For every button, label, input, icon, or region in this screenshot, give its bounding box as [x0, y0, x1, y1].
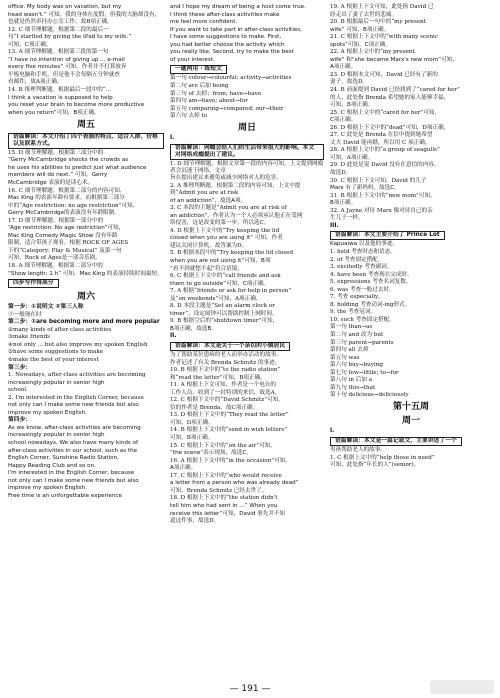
col2-line: 和“read the letter”可知，B项正确。 [170, 374, 266, 381]
col2-line: I have some suggestions to make. First, [170, 34, 282, 41]
col3-line: 4. have been 考查现在完成时。 [330, 271, 413, 278]
col1-line: 周五 [76, 119, 95, 130]
col3-line: 30. C 根据上下文可知，David 的儿子 [330, 177, 427, 184]
col3-line: 可知，A项正确。 [330, 154, 374, 161]
col2-line: them to go outside”可知，C项正确。 [170, 280, 270, 287]
col1-line: improve my spoken English. [8, 409, 87, 416]
col2-line: an addiction”，作者认为一个人必须承认他正在受网 [170, 212, 303, 219]
col1-line: I think a vacation is supposed to help [8, 94, 113, 101]
col3-line: 24. B 前面提到 David 已经找到了“cared for her” [330, 87, 460, 94]
col2-line: timer”，设定闹钟可以帮助控制上网时间。 [170, 310, 278, 317]
col2-line: tell him who had sent in ...” When you [170, 502, 278, 509]
col2-line: 周日 [237, 123, 256, 134]
column-right [330, 4, 492, 470]
col2-line: I think these after-class activities make [170, 11, 280, 18]
col1-line: school. [8, 387, 28, 394]
col1-line: 17. D 细节理解题。根据第一部分中的 [8, 217, 104, 224]
col2-line: I. [170, 135, 175, 142]
col2-line: 第二句 are 后加 being [170, 82, 229, 89]
col2-line: 第一句 colour→colourful; activity→activities [170, 75, 292, 82]
col3-line: 31. B 根据上下文中的“new mom”可知， [330, 192, 436, 199]
col3-line: 9. the 考查冠词。 [330, 309, 377, 316]
col2-line: 第五句 comparing→compared; our→their [170, 105, 284, 112]
col3-line: 23. D 根据本文可知，David 已经有了新的 [330, 71, 438, 78]
col3-line: 2. of 考查固定搭配。 [330, 256, 384, 263]
col1-line: McCambridge 表演的是读心术。 [8, 179, 94, 186]
col1-line: not only can I make some new friends but also [8, 477, 139, 484]
col1-line: 第一步：①说明文 ②第三人称 [8, 304, 84, 311]
col2-line: 语篇解读：本文是关于一个亲切的小镇居民 [170, 342, 290, 351]
col2-line: 6. C 根据上下文中的“call friends and ask [170, 273, 281, 280]
col1-line: every five minutes” 可知，作者并不打算放弃 [8, 64, 127, 71]
col1-line: 看邮件，故A项正确。 [8, 79, 63, 86]
col2-line: 可知，D项正确。 [170, 419, 214, 426]
col1-line: 中的“Age restriction: no age restriction”可知， [8, 202, 139, 209]
col1-line: I'm interested in the English Corner, because [8, 470, 135, 477]
col1-line: 15. D 细节理解题。根据第三部分中的 [8, 149, 104, 156]
col3-line: 第七句 few→little; to→for [330, 369, 399, 376]
col3-line: 第十句 delicious→deliciously [330, 392, 409, 399]
col3-line: III. [330, 222, 339, 229]
col3-line: Marx 有了新妈妈，故选C。 [330, 185, 400, 192]
col2-line: 2. A 推理判断题。根据第二段的内容可知，上文中提到“Admit you are at risk [170, 182, 301, 197]
col1-line: ⑤have some suggestions to make [8, 349, 104, 356]
col1-line: Gerry McCambridge的表演没有年龄限制。 [8, 210, 120, 217]
col1-line: 下的“Category: Play & Musical” 及第一句 [8, 247, 122, 254]
col3-line: 第九句 this→that [330, 384, 376, 391]
col1-line: increasingly popular in senior high [8, 379, 105, 386]
col3-line: wife” 可知，B项正确。 [330, 26, 390, 33]
col2-line: 14. B 根据上下文中的“send in wish letters” [170, 427, 288, 434]
col2-line: 4. D 根据上下文中的“Try keeping the lid [170, 227, 280, 234]
col1-line: 16. C 细节理解题。根据第二部分的内容可知， [8, 187, 126, 194]
col3-line: 21. C 根据上下文中的“with many scenic [330, 34, 438, 41]
col2-line: 可知，Brenda Schmitz 已经去世了。 [170, 487, 268, 494]
col2-line: 13. D 根据上下文中的“They read the letter” [170, 412, 289, 419]
col2-line: II. [170, 333, 177, 340]
col1-line: head wasn't.” 可知，我的身体在度假，但我的大脑却没有， [8, 11, 161, 18]
col1-line: ③一般现在时 [8, 311, 42, 318]
col2-line: “the scene”表示现场，故选C。 [170, 450, 252, 457]
col1-line: 可知，C项正确。 [8, 41, 52, 48]
col3-line: 可知，此处指“年长的人”(senior)。 [330, 462, 420, 469]
col2-line: 一题两用 · 练短文 [170, 65, 227, 74]
col1-line: 13. A 细节理解题。根据第三段的第一句 [8, 49, 109, 56]
col3-line: 第四句 all 去掉 [330, 347, 369, 354]
col1-line: 第二步：①are becoming more and more popular [8, 319, 160, 326]
col1-line: 1. Nowadays, after-class activities are becoming [8, 372, 146, 379]
col3-line: Kapuaiwa 以及他的事迹。 [330, 241, 399, 248]
col2-line: A项正确。 [170, 465, 197, 472]
col2-line: 作者记述了有关 Brenda Schmitz 的事迹。 [170, 359, 281, 366]
col3-line: C项正确。 [330, 117, 357, 124]
col1-line: after-class activities in our school, such as the [8, 447, 138, 454]
col2-line: you had better choose the activity which [170, 41, 285, 48]
col1-line: 第四步： [8, 417, 32, 424]
col3-line: 27. C 此处是 Brenda 在信中提到她希望 [330, 132, 433, 139]
col1-line: improve my spoken English. [8, 485, 87, 492]
col2-line: 旨在提出建议来避免或减少网络对人的危害。 [170, 175, 282, 182]
col3-line: 第八句 in 后加 a [330, 377, 373, 384]
col2-line: 为了帮助某位患病的老人而举办活动的故事。 [170, 352, 282, 359]
col2-line: of your interest. [170, 56, 215, 63]
col1-line: 语篇解读：本文介绍了四个表演的特点、适合人群、价格以及联系方式。 [8, 133, 164, 149]
col1-line: not only can I make some new friends but also [8, 402, 139, 409]
col3-line: 8. holding 考查动词-ing形式。 [330, 301, 411, 308]
col3-line: 第三句 parent→parents [330, 339, 394, 346]
col1-line: office. My body was on vacation, but my [8, 4, 122, 10]
col2-line: receive this letter”可知，David 事先并不知 [170, 510, 286, 517]
col3-line: 第六句 buy→buying [330, 362, 383, 369]
col1-line: Free time is an unforgettable experience [8, 492, 122, 499]
col3-line: 28. A 根据上文中的“a group of seagulls” [330, 147, 440, 154]
col2-line: 8. D 本段主题是“Set an alarm clock or [170, 303, 275, 310]
col3-line: 男孩帮助老人的故事。 [330, 447, 386, 454]
col1-line: you reset your brain to become more productive [8, 102, 145, 109]
col1-line: 12. C 细节理解题。根据第二段的最后一 [8, 26, 109, 33]
col3-line: 20. B 根据最后一句中的“my present [330, 19, 427, 26]
col3-line: 语篇解读：本文主要介绍了 Prince Lot [330, 231, 445, 240]
col3-line: 1. held 考查时态和语态。 [330, 249, 396, 255]
col1-line: 可知，Rock of Ages是一部音乐剧。 [8, 255, 101, 262]
col2-line: 12. C 根据下文中的“David Schmitz”可知， [170, 397, 284, 404]
page-number: — 191 — [229, 684, 271, 694]
col3-line: B项正确。 [330, 200, 357, 207]
col2-line: 道这件事，故选D。 [170, 518, 220, 525]
col1-line: 18. A 细节理解题。根据第二部分中的 [8, 263, 103, 269]
col3-line: 7. 考查 especially。 [330, 294, 384, 301]
col2-line: 10. B 根据下文中的“to the radio station” [170, 367, 281, 374]
col2-line: 信的作者是 Brenda，故C项正确。 [170, 404, 259, 411]
col1-line: As we know, after-class activities are becoming [8, 424, 141, 431]
col1-line: “I have no intention of giving up ... e-mail [8, 56, 125, 63]
col2-line: me feel more confident. [170, 19, 238, 26]
col2-line: 第六句 去掉 to [170, 113, 208, 120]
col1-line: when you return”可知，B项正确。 [8, 109, 100, 116]
col2-line: 7. A 根据“friends or ask for help in person” [170, 288, 292, 295]
col3-line: 第二句 and 改为 but [330, 332, 384, 339]
col2-line: 17. C 根据上下文中的“who would receive [170, 472, 282, 479]
col3-line: 语篇解读：本文是一篇记叙文，主要讲述了一个 [330, 437, 462, 446]
col3-line: 29. D 此处是说 David 没有在意信的内容， [330, 162, 440, 169]
col3-line: 故选D。 [330, 170, 352, 177]
col1-line: 周六 [76, 292, 95, 303]
col2-line: 第四句 am→have; about→for [170, 98, 248, 105]
col2-line: “看不到就想不起”符合语境。 [170, 265, 243, 272]
column-left [8, 4, 164, 500]
col2-line: 11. A 根据上下文可知，作者是一个电台的 [170, 382, 276, 389]
col3-line: 19. A 根据上下文可知，此处指 David 已 [330, 4, 434, 10]
col2-line: B项正确，故选B。 [170, 325, 217, 332]
col2-line: 3. C 本段的主题是“Admit you are at risk of [170, 205, 287, 212]
col2-line: If you want to take part in after-class activities, [170, 26, 302, 33]
col2-line: 9. B 根据空后的“shutdown timer”可知， [170, 318, 279, 325]
col1-line: English Corner, Sunshine Radio Station, [8, 455, 119, 462]
col3-line: A项正确。 [330, 64, 357, 71]
col1-line: “Show length: 1 h” 可知，Mac King 的表演持续时间最短。 [8, 270, 163, 277]
col3-line: 生儿子一样。 [330, 215, 364, 222]
col2-line: you really like. Second, try to make the best [170, 49, 294, 56]
col1-line: 2. I'm interested in the English Corner, because [8, 394, 144, 401]
col1-line: he uses his abilities to predict just what audience [8, 164, 147, 171]
col1-line: 四步写作得高分 [8, 279, 59, 288]
col3-line: 经走出了妻子去世的悲痛。 [330, 11, 398, 18]
col1-line: ④not only ... but also improve my spoken English [8, 341, 148, 348]
col1-line: 14. B 推理判断题。根据最后一段中的“... [8, 87, 112, 94]
col2-line: 工作人员，收到了一封特别的来信，故选A。 [170, 389, 281, 396]
col3-line: 可知，B项正确。 [330, 102, 374, 109]
col3-line: 32. A Jayne 对待 Marx 像对待自己的亲 [330, 207, 433, 214]
col3-line: spots”可知，C项正确。 [330, 41, 391, 48]
col1-line: ②many kinds of after-class activities [8, 326, 112, 333]
col3-line: 5. expressions 考查名词复数。 [330, 279, 412, 286]
col1-line: Happy Reading Club and so on. [8, 462, 96, 469]
col1-line: Mac King Comedy Magic Show 没有年龄 [8, 232, 118, 239]
col3-line: 丈夫 David 能再婚，所以用 C 项正确。 [330, 139, 431, 146]
col3-line: 3. excitedly 考查副词。 [330, 264, 393, 271]
col2-line: when you are not using it”可知，B项 [170, 257, 271, 264]
column-middle [170, 4, 324, 526]
col1-line: 平板电脑和手机，但是他不会每隔五分钟就查 [8, 71, 120, 78]
col2-line: closed when you are using it” 可知，作者 [170, 235, 283, 242]
col1-line: ⑥make the best of your interest [8, 356, 99, 363]
col3-line: wife” 和“she became Marx's new mom”可知， [330, 56, 458, 63]
col1-line: ③make friends [8, 334, 51, 341]
col2-line: 络侵害，这是改变的第一步，所以选C。 [170, 220, 270, 227]
col2-line: 建议关闭计算机，故答案为D。 [170, 242, 248, 249]
col2-line: a letter from a person who was already dead” [170, 480, 299, 487]
col3-line: 妻子，故选D。 [330, 79, 369, 86]
col3-line: 周一 [401, 416, 420, 427]
col2-line: 语篇解读：网瘾会给人们的生活带来很大的影响。本文对网络成瘾提出了建议。 [170, 144, 324, 160]
col3-line: 26. D 根据上下文中的“dead”可知，D项正确。 [330, 124, 450, 131]
col1-line: Mac King 的表演年龄有要求，而根据第三部分 [8, 195, 125, 202]
col2-line: and I hope my dream of being a host come true. [170, 4, 306, 10]
col3-line: 22. A 根据上文中的“my present [330, 49, 415, 56]
col2-line: 及“on weekends”可知，A项正确。 [170, 295, 262, 302]
col1-line: 也就是仍然牵挂办公室工作，故B项正确。 [8, 19, 113, 26]
col1-line: increasingly popular in senior high [8, 432, 105, 439]
watermark-logo [430, 680, 494, 694]
col1-line: “Age restriction: No age restriction”可知， [8, 225, 125, 232]
col2-line: 16. A 根据上下文中的“in the occasion”可知， [170, 457, 291, 464]
col3-line: I. [330, 428, 335, 435]
col3-line: 第五句 was [330, 354, 360, 361]
col1-line: school nowadays. We also have many kinds of [8, 439, 138, 446]
col1-line: “Gerry McCambridge shocks the crowds as [8, 157, 129, 164]
col1-line: members will do next.” 可知，Gerry [8, 172, 108, 179]
col3-line: 的人，此处指 Brenda 希望她的家人能够幸福， [330, 94, 450, 101]
col1-line: 第三步： [8, 364, 32, 371]
col3-line: 6. was 考查一般过去时。 [330, 286, 395, 293]
col1-line: 句“I startled by giving the iPad to my wife.” [8, 34, 132, 41]
col2-line: 1. D 细节理解题。根据文章第一段的内容可知，上文提到网瘾者会沉迷于网络，文章 [170, 160, 324, 174]
col2-line: of an addiction”，故选A项。 [170, 197, 247, 204]
col3-line: 25. C 根据上文中的“cared for her”可知， [330, 109, 441, 116]
col3-line: 第十五周 [392, 402, 429, 413]
col2-line: 5. B 根据本段中的“Try keeping the lid closed [170, 250, 294, 257]
col1-line: 限制，适合带孩子观看。根据 ROCK OF AGES [8, 240, 129, 247]
col3-line: 10. such 考查固定搭配。 [330, 316, 395, 323]
col2-line: 18. D 根据上下文中的“the station didn't [170, 495, 278, 502]
col2-line: 第三句 of 去掉；from; have→have [170, 90, 262, 97]
col3-line: 第一句 than→as [330, 324, 373, 331]
col2-line: 15. C 根据上下文中的“on the air”可知， [170, 442, 276, 449]
col2-line: 可知，B项正确。 [170, 435, 214, 442]
col3-line: 1. C 根据上文中的“help those in need” [330, 454, 435, 461]
